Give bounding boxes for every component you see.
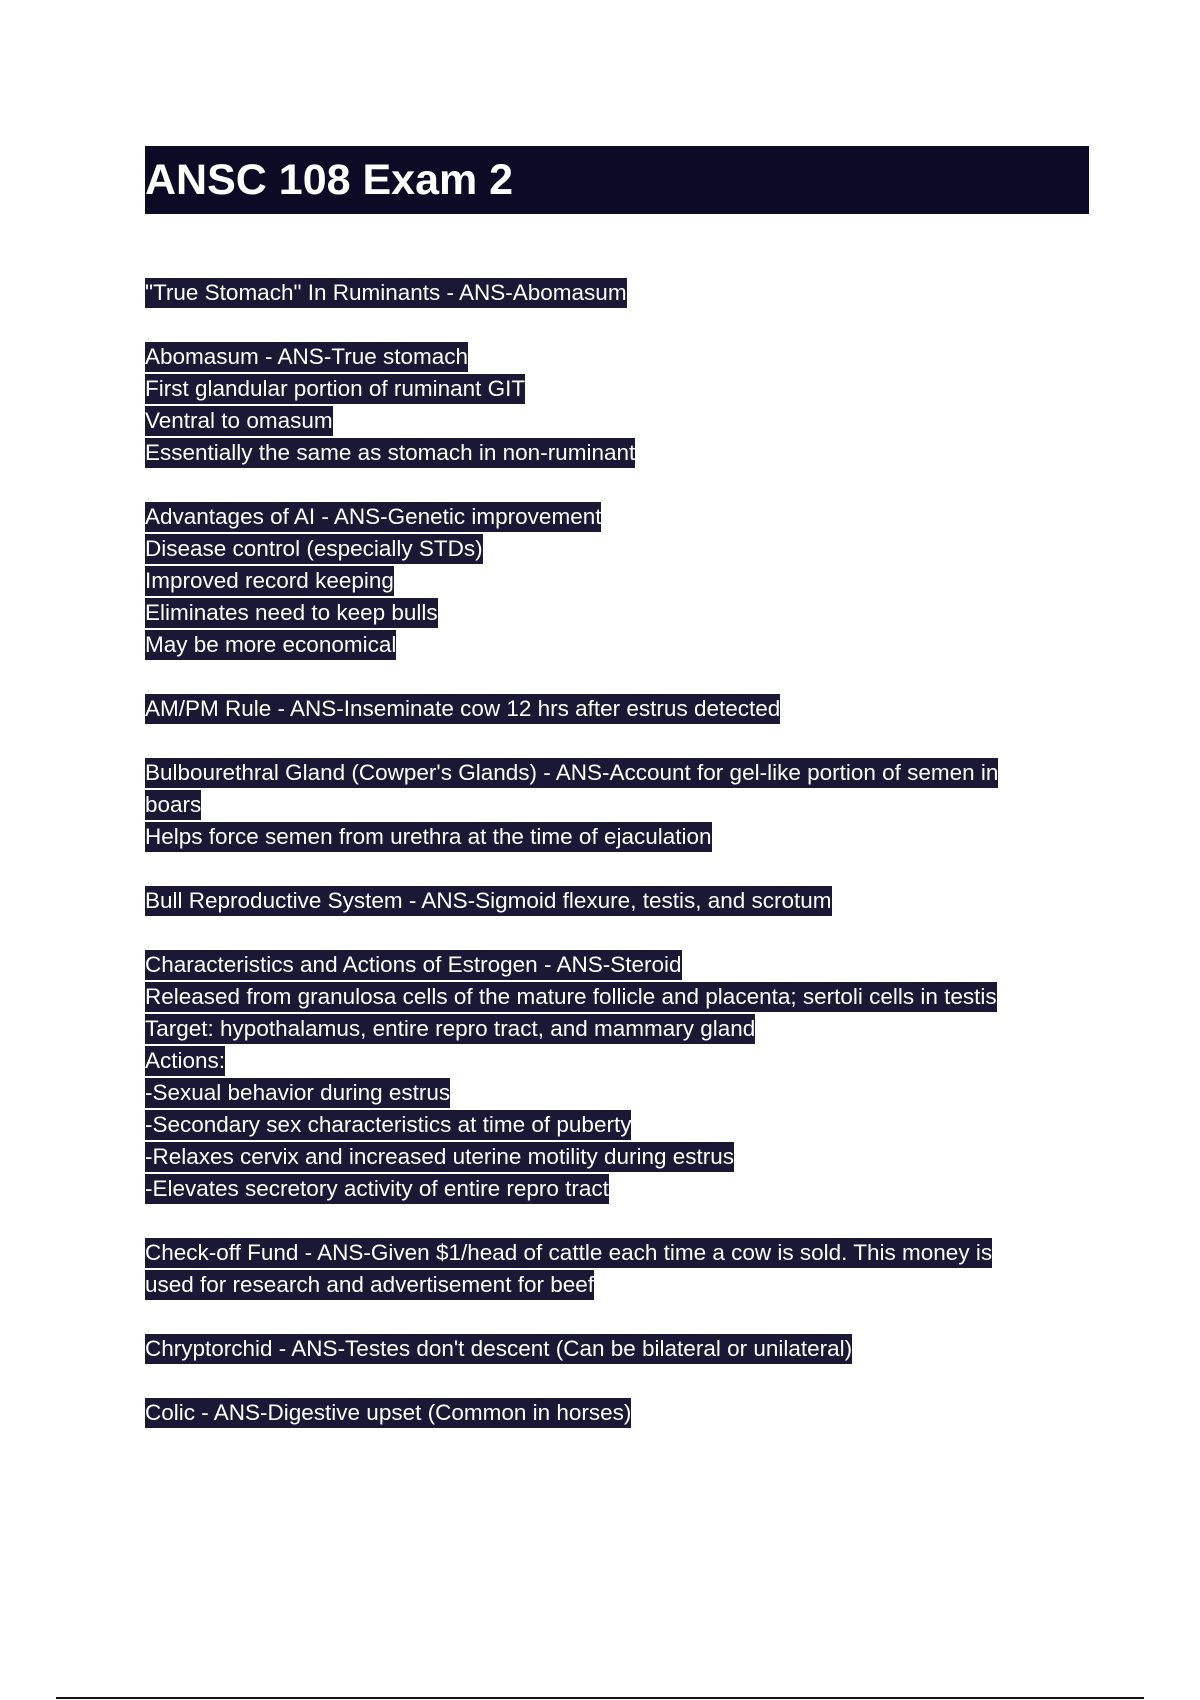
highlighted-text: Eliminates need to keep bulls <box>145 598 438 628</box>
highlighted-text: AM/PM Rule - ANS-Inseminate cow 12 hrs after estrus detected <box>145 694 780 724</box>
entry-detail-line <box>145 821 1090 853</box>
highlighted-text: Advantages of AI - ANS-Genetic improvement <box>145 502 601 532</box>
entry-term-line <box>145 1237 1090 1269</box>
highlighted-text: Improved record keeping <box>145 566 394 596</box>
entry-term-line <box>145 1397 1090 1429</box>
flashcard-entry <box>145 949 1090 1205</box>
highlighted-text: Check-off Fund - ANS-Given $1/head of cattle each time a cow is sold. This money is <box>145 1238 992 1268</box>
entry-detail-line <box>145 1013 1090 1045</box>
entry-detail-line <box>145 789 1090 821</box>
highlighted-text: Colic - ANS-Digestive upset (Common in horses) <box>145 1398 631 1428</box>
flashcard-entry <box>145 1237 1090 1301</box>
entry-term-line <box>145 885 1090 917</box>
entry-detail-line <box>145 981 1090 1013</box>
highlighted-text: Ventral to omasum <box>145 406 333 436</box>
entry-detail-line <box>145 405 1090 437</box>
highlighted-text: used for research and advertisement for beef <box>145 1270 594 1300</box>
entry-term-line <box>145 949 1090 981</box>
title-banner <box>145 146 1089 214</box>
highlighted-text: boars <box>145 790 201 820</box>
flashcard-entry <box>145 757 1090 853</box>
entry-detail-line <box>145 597 1090 629</box>
highlighted-text: Target: hypothalamus, entire repro tract, and mammary gland <box>145 1014 755 1044</box>
page-bottom-rule <box>56 1697 1144 1699</box>
highlighted-text: -Elevates secretory activity of entire repro tract <box>145 1174 609 1204</box>
highlighted-text: -Relaxes cervix and increased uterine motility during estrus <box>145 1142 734 1172</box>
highlighted-text: "True Stomach" In Ruminants - ANS-Abomasum <box>145 278 627 308</box>
highlighted-text: May be more economical <box>145 630 396 660</box>
document-title: ANSC 108 Exam 2 <box>145 156 514 204</box>
entry-detail-line <box>145 1269 1090 1301</box>
highlighted-text: -Sexual behavior during estrus <box>145 1078 450 1108</box>
highlighted-text: Chryptorchid - ANS-Testes don't descent (Can be bilateral or unilateral) <box>145 1334 852 1364</box>
flashcard-entry <box>145 1397 1090 1429</box>
flashcard-entry <box>145 501 1090 661</box>
flashcard-entry <box>145 1333 1090 1365</box>
entry-term-line <box>145 1333 1090 1365</box>
entry-detail-line <box>145 1045 1090 1077</box>
entry-detail-line <box>145 629 1090 661</box>
entry-detail-line <box>145 1173 1090 1205</box>
highlighted-text: First glandular portion of ruminant GIT <box>145 374 525 404</box>
flashcard-entry <box>145 693 1090 725</box>
entry-term-line <box>145 501 1090 533</box>
highlighted-text: Actions: <box>145 1046 225 1076</box>
entry-detail-line <box>145 565 1090 597</box>
entry-term-line <box>145 341 1090 373</box>
highlighted-text: Disease control (especially STDs) <box>145 534 483 564</box>
highlighted-text: Bull Reproductive System - ANS-Sigmoid flexure, testis, and scrotum <box>145 886 832 916</box>
highlighted-text: Bulbourethral Gland (Cowper's Glands) - ANS-Account for gel-like portion of semen in <box>145 758 998 788</box>
highlighted-text: Helps force semen from urethra at the time of ejaculation <box>145 822 712 852</box>
flashcard-entry <box>145 885 1090 917</box>
highlighted-text: -Secondary sex characteristics at time of puberty <box>145 1110 631 1140</box>
highlighted-text: Released from granulosa cells of the mature follicle and placenta; sertoli cells in testis <box>145 982 997 1012</box>
highlighted-text: Abomasum - ANS-True stomach <box>145 342 468 372</box>
entry-detail-line <box>145 437 1090 469</box>
entry-term-line <box>145 277 1090 309</box>
entry-detail-line <box>145 1077 1090 1109</box>
entry-detail-line <box>145 533 1090 565</box>
flashcard-entry <box>145 341 1090 469</box>
highlighted-text: Characteristics and Actions of Estrogen - ANS-Steroid <box>145 950 682 980</box>
highlighted-text: Essentially the same as stomach in non-ruminant <box>145 438 635 468</box>
entry-detail-line <box>145 373 1090 405</box>
flashcard-list <box>145 277 1090 1461</box>
entry-term-line <box>145 693 1090 725</box>
entry-detail-line <box>145 1141 1090 1173</box>
flashcard-entry <box>145 277 1090 309</box>
entry-term-line <box>145 757 1090 789</box>
entry-detail-line <box>145 1109 1090 1141</box>
